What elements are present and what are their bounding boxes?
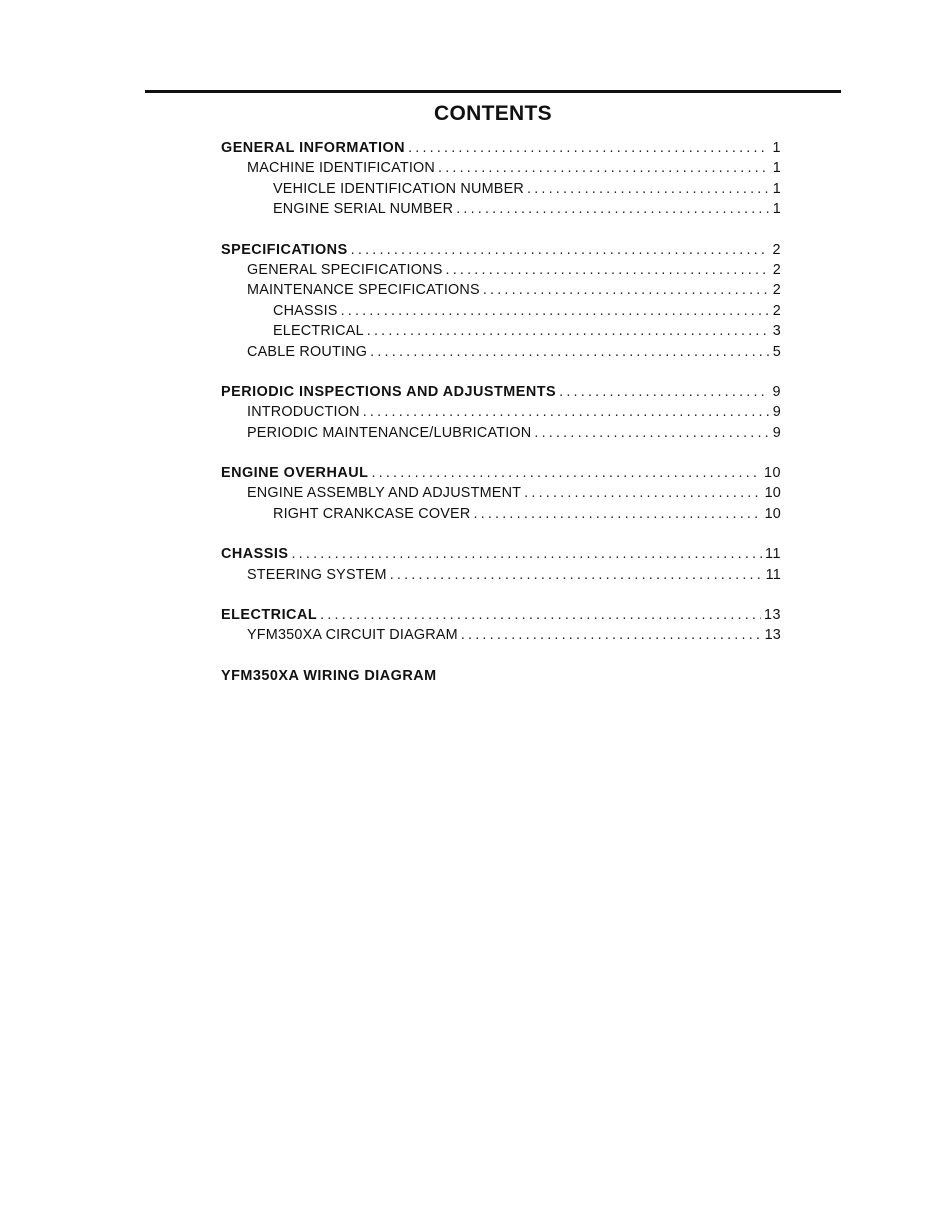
dot-leader [483,280,770,300]
toc-entry-title: GENERAL INFORMATION [221,140,406,156]
toc-entry[interactable] [221,260,781,280]
dot-leader [408,138,769,158]
toc-entry-title: SPECIFICATIONS [221,241,348,258]
dot-leader [320,605,761,625]
dot-leader [438,158,770,178]
toc-entry[interactable] [221,342,781,362]
toc-section [221,138,781,220]
toc-entry-title: CHASSIS [273,302,338,319]
toc-entry[interactable] [221,423,781,443]
toc-entry-title: PERIODIC MAINTENANCE/LUBRICATION [247,424,532,441]
toc-section [221,544,781,585]
toc-entry-title: ENGINE OVERHAUL [221,465,369,482]
toc-entry[interactable] [221,199,781,219]
toc-entry-title: ELECTRICAL [273,323,364,340]
toc-page-number: 5 [772,343,781,360]
dot-leader [461,625,762,645]
toc-entry-title: ELECTRICAL [221,607,318,624]
toc-page-number: 9 [772,424,781,441]
toc-entry[interactable] [221,504,781,524]
toc-page-number: 10 [763,465,781,482]
toc-page-number: 2 [772,302,781,319]
toc-entry[interactable] [221,321,781,341]
dot-leader [524,483,761,503]
toc-entry-title: CHASSIS [221,546,289,563]
table-of-contents [221,138,781,686]
toc-section-heading[interactable] [221,382,781,402]
dot-leader [473,504,761,524]
toc-page-number: 10 [764,485,781,502]
dot-leader [341,301,770,321]
toc-entry-title: PERIODIC INSPECTIONS AND ADJUSTMENTS [221,383,557,400]
toc-entry-title: ENGINE ASSEMBLY AND ADJUSTMENT [247,485,522,502]
toc-entry-title: VEHICLE IDENTIFICATION NUMBER [273,180,524,197]
dot-leader [456,199,770,219]
toc-page-number: 2 [772,282,781,299]
toc-section [221,605,781,646]
dot-leader [363,402,770,422]
toc-section-heading[interactable] [221,138,781,158]
toc-page-number: 1 [772,140,781,156]
top-rule [145,90,841,93]
toc-section [221,382,781,443]
toc-section-heading[interactable] [221,240,781,260]
toc-section [221,240,781,362]
toc-page-number: 11 [765,566,781,583]
toc-section-heading[interactable] [221,463,781,483]
toc-entry[interactable] [221,483,781,503]
toc-entry-title: MAINTENANCE SPECIFICATIONS [247,282,480,299]
toc-page-number: 13 [763,607,781,624]
dot-leader [370,342,770,362]
toc-entry-title: ENGINE SERIAL NUMBER [273,201,454,218]
dot-leader [390,565,763,585]
toc-page-number: 2 [772,241,781,258]
dot-leader [534,423,769,443]
toc-section [221,463,781,524]
dot-leader [351,240,770,260]
toc-entry-title: GENERAL SPECIFICATIONS [247,261,443,278]
toc-page-number: 1 [772,160,781,177]
toc-entry-title: RIGHT CRANKCASE COVER [273,505,471,522]
toc-entry-title: STEERING SYSTEM [247,566,387,583]
toc-entry-title: INTRODUCTION [247,404,360,421]
toc-section-heading[interactable] [221,544,781,564]
toc-page-number: 9 [772,404,781,421]
toc-page-number: 2 [772,261,781,278]
toc-entry[interactable] [221,280,781,300]
dot-leader [527,179,770,199]
toc-entry-wiring-diagram[interactable]: YFM350XA WIRING DIAGRAM [221,667,437,684]
dot-leader [291,544,762,564]
toc-entry-title: MACHINE IDENTIFICATION [247,160,436,177]
toc-page-number: 1 [772,180,781,197]
toc-entry[interactable] [221,565,781,585]
toc-entry[interactable] [221,402,781,422]
toc-entry[interactable] [221,625,781,645]
dot-leader [559,382,769,402]
toc-page-number: 11 [765,546,781,563]
toc-page-number: 9 [772,383,781,400]
toc-entry[interactable] [221,179,781,199]
dot-leader [446,260,770,280]
page-title: CONTENTS [434,102,552,125]
toc-page-number: 1 [772,201,781,218]
toc-section-heading[interactable] [221,605,781,625]
toc-page-number: 13 [764,627,781,644]
dot-leader [367,321,770,341]
toc-entry[interactable] [221,301,781,321]
toc-page-number: 10 [764,505,781,522]
toc-entry-title: YFM350XA CIRCUIT DIAGRAM [247,627,458,644]
toc-page-number: 3 [772,323,781,340]
dot-leader [371,463,761,483]
toc-entry[interactable] [221,158,781,178]
toc-entry-title: CABLE ROUTING [247,343,368,360]
